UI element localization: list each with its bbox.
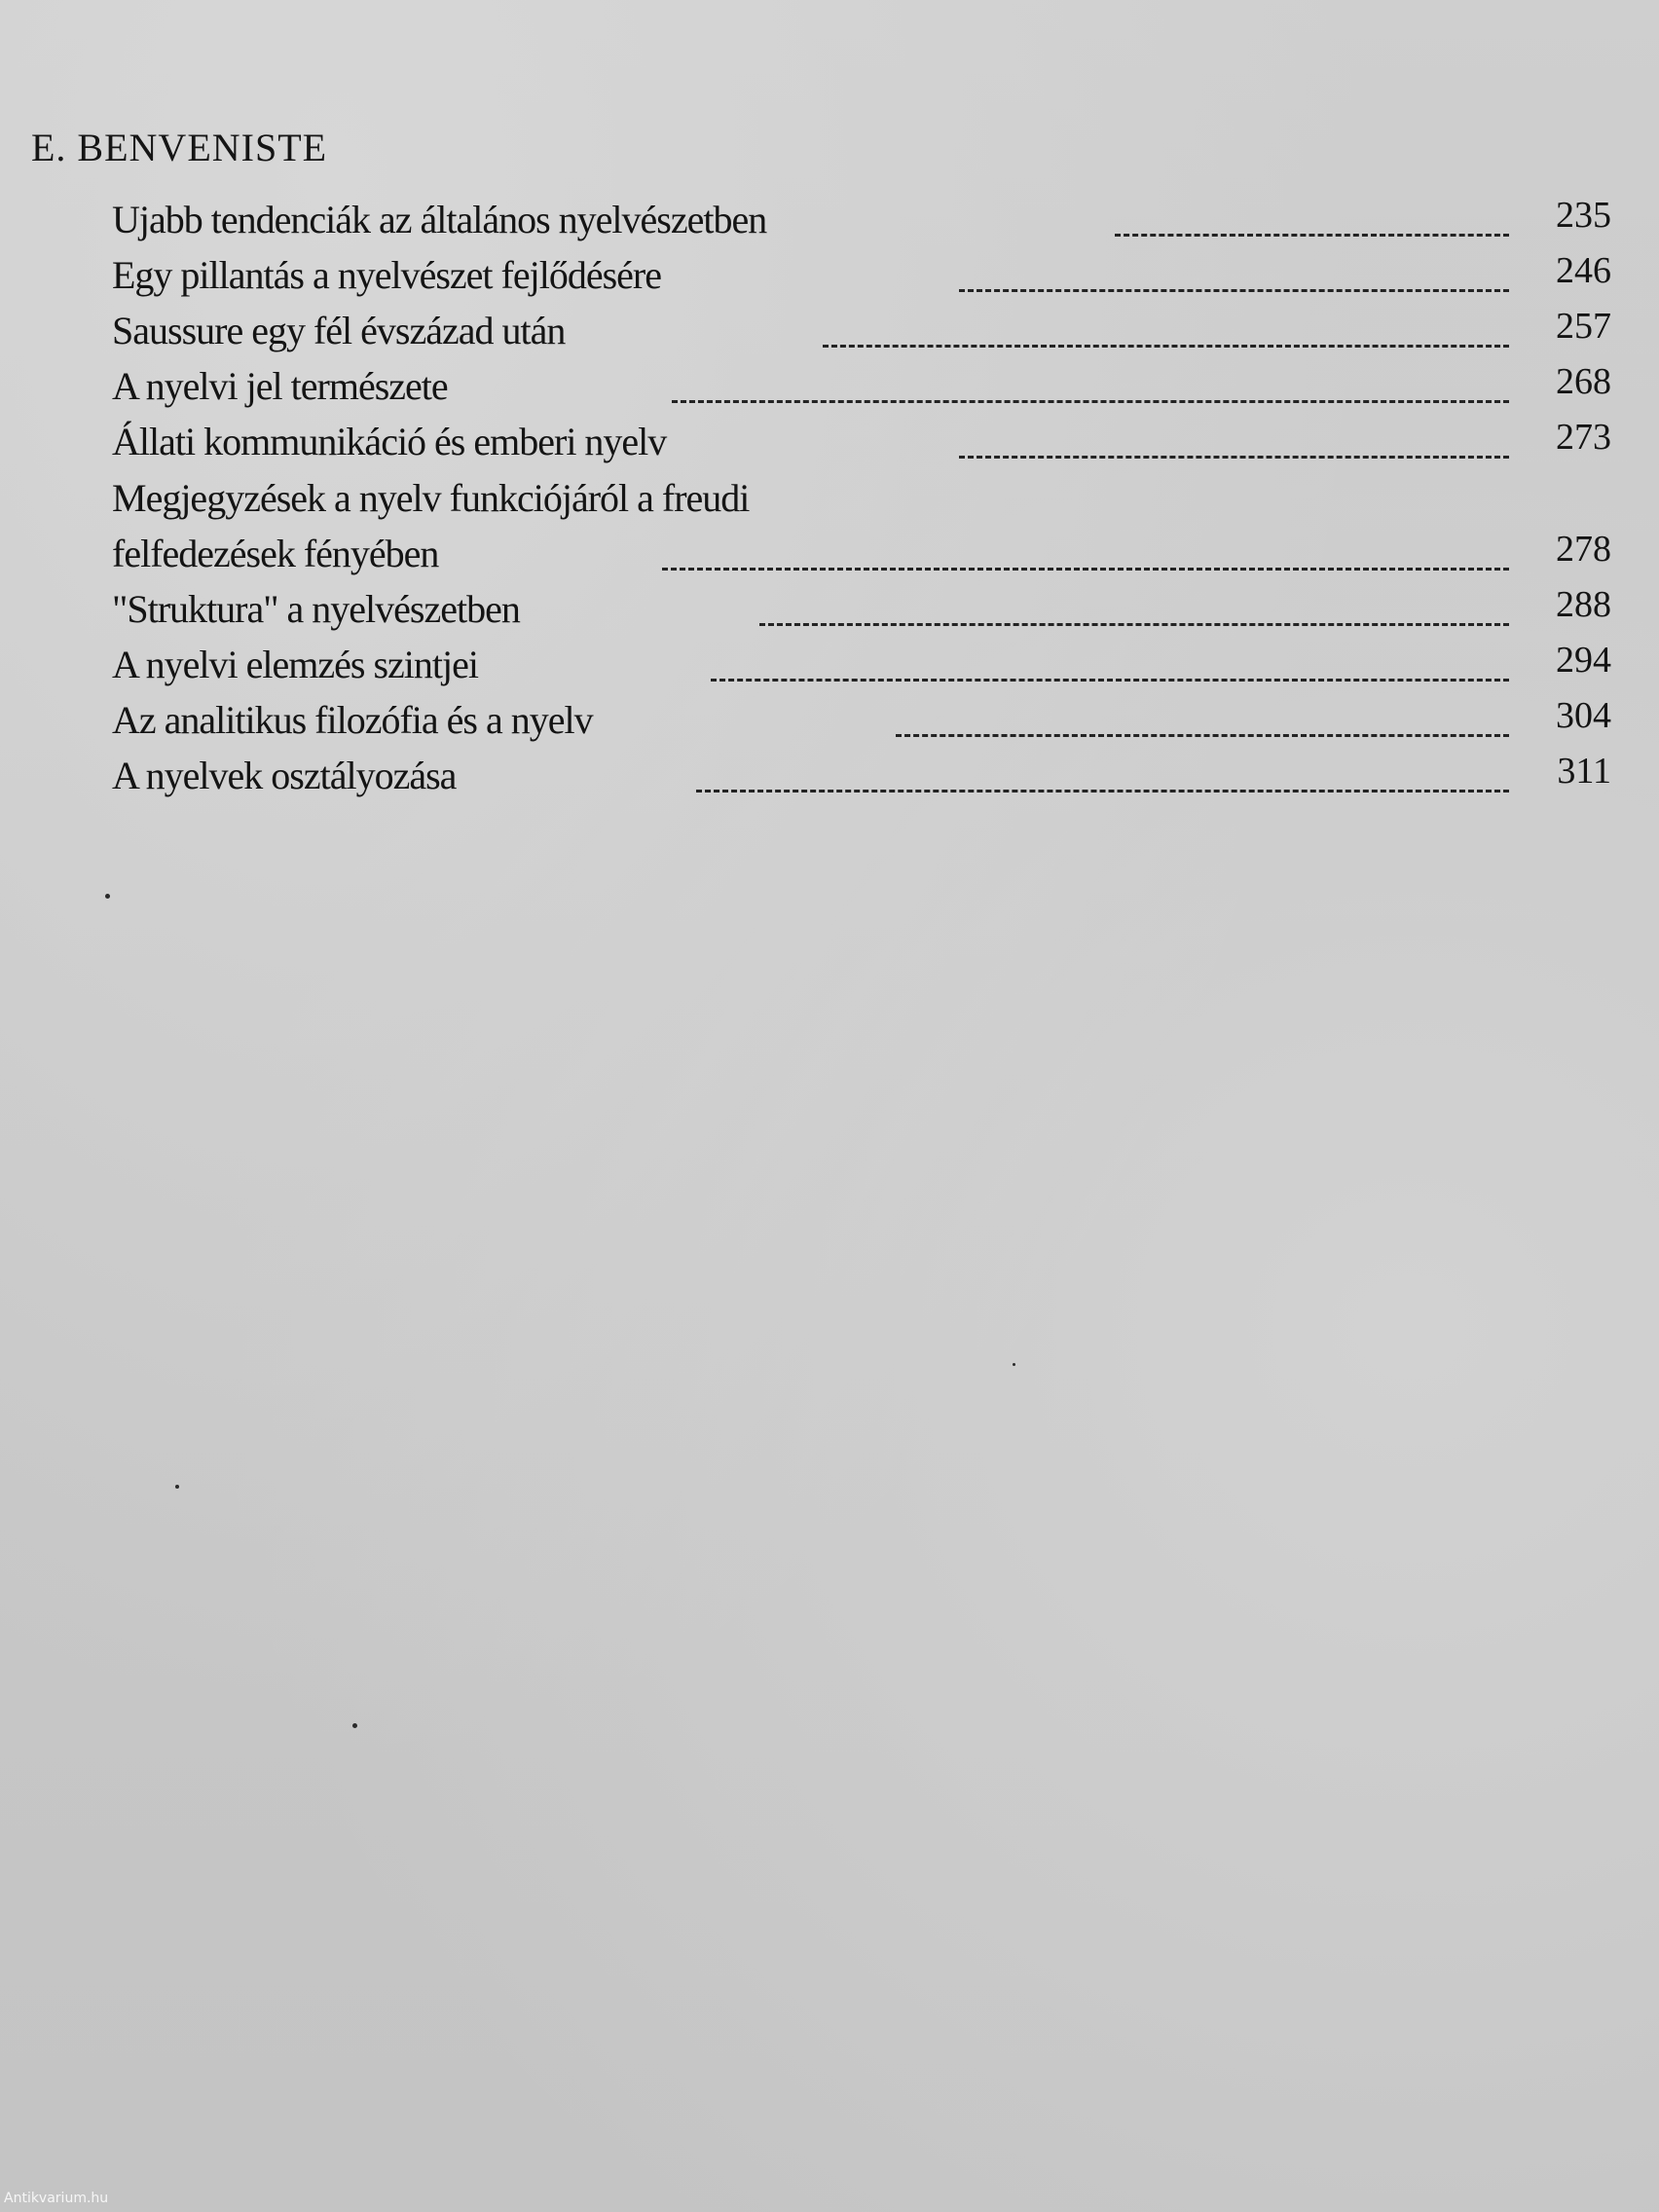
paper-speck bbox=[175, 1485, 179, 1489]
leader-dots bbox=[1115, 234, 1509, 237]
toc-entry-title: Állati kommunikáció és emberi nyelv bbox=[112, 420, 667, 463]
toc-entry bbox=[112, 640, 1611, 695]
paper-speck bbox=[352, 1723, 357, 1728]
toc-entry-page: 304 bbox=[1556, 695, 1611, 736]
toc-entry-page: 257 bbox=[1556, 306, 1611, 347]
leader-dots bbox=[672, 400, 1509, 403]
toc-entry-page: 294 bbox=[1556, 640, 1611, 681]
toc-entry bbox=[112, 306, 1611, 361]
toc-entry-page: 311 bbox=[1557, 751, 1611, 792]
toc-entry-title: A nyelvi elemzés szintjei bbox=[112, 643, 478, 686]
leader-dots bbox=[696, 790, 1509, 793]
toc-entry-title: A nyelvek osztályozása bbox=[112, 754, 457, 797]
toc-entry bbox=[112, 584, 1611, 640]
paper-speck bbox=[105, 894, 110, 899]
toc-entry bbox=[112, 250, 1611, 306]
leader-dots bbox=[823, 345, 1509, 348]
author-heading: E. BENVENISTE bbox=[31, 126, 328, 169]
toc-entry bbox=[112, 751, 1611, 806]
toc-entry bbox=[112, 195, 1611, 250]
toc-entry-title: felfedezések fényében bbox=[112, 532, 439, 575]
toc-entry-title: Ujabb tendenciák az általános nyelvészetben bbox=[112, 198, 767, 241]
leader-dots bbox=[959, 456, 1509, 459]
toc-entry-title: "Struktura" a nyelvészetben bbox=[112, 587, 520, 631]
leader-dots bbox=[759, 623, 1509, 626]
toc-entry-title: Egy pillantás a nyelvészet fejlődésére bbox=[112, 253, 661, 297]
toc-entry-page: 235 bbox=[1556, 195, 1611, 236]
leader-dots bbox=[959, 289, 1509, 292]
toc-entry-title: Az analitikus filozófia és a nyelv bbox=[112, 698, 593, 742]
toc-entry-page: 273 bbox=[1556, 417, 1611, 458]
watermark: Antikvarium.hu bbox=[4, 2191, 109, 2206]
toc-entry bbox=[112, 417, 1611, 472]
table-of-contents bbox=[112, 195, 1611, 806]
toc-entry bbox=[112, 361, 1611, 417]
toc-entry-title-line1: Megjegyzések a nyelv funkciójáról a freudi bbox=[112, 476, 750, 520]
toc-entry-page: 288 bbox=[1556, 584, 1611, 625]
toc-entry-page: 268 bbox=[1556, 361, 1611, 402]
toc-entry-title: A nyelvi jel természete bbox=[112, 364, 448, 408]
toc-entry-page: 278 bbox=[1556, 529, 1611, 570]
leader-dots bbox=[896, 734, 1509, 737]
paper-speck bbox=[1013, 1363, 1015, 1366]
toc-entry-page: 246 bbox=[1556, 250, 1611, 291]
leader-dots bbox=[662, 568, 1509, 571]
toc-entry bbox=[112, 695, 1611, 751]
leader-dots bbox=[711, 679, 1509, 682]
toc-entry-title: Saussure egy fél évszázad után bbox=[112, 309, 566, 352]
toc-entry bbox=[112, 472, 1611, 584]
